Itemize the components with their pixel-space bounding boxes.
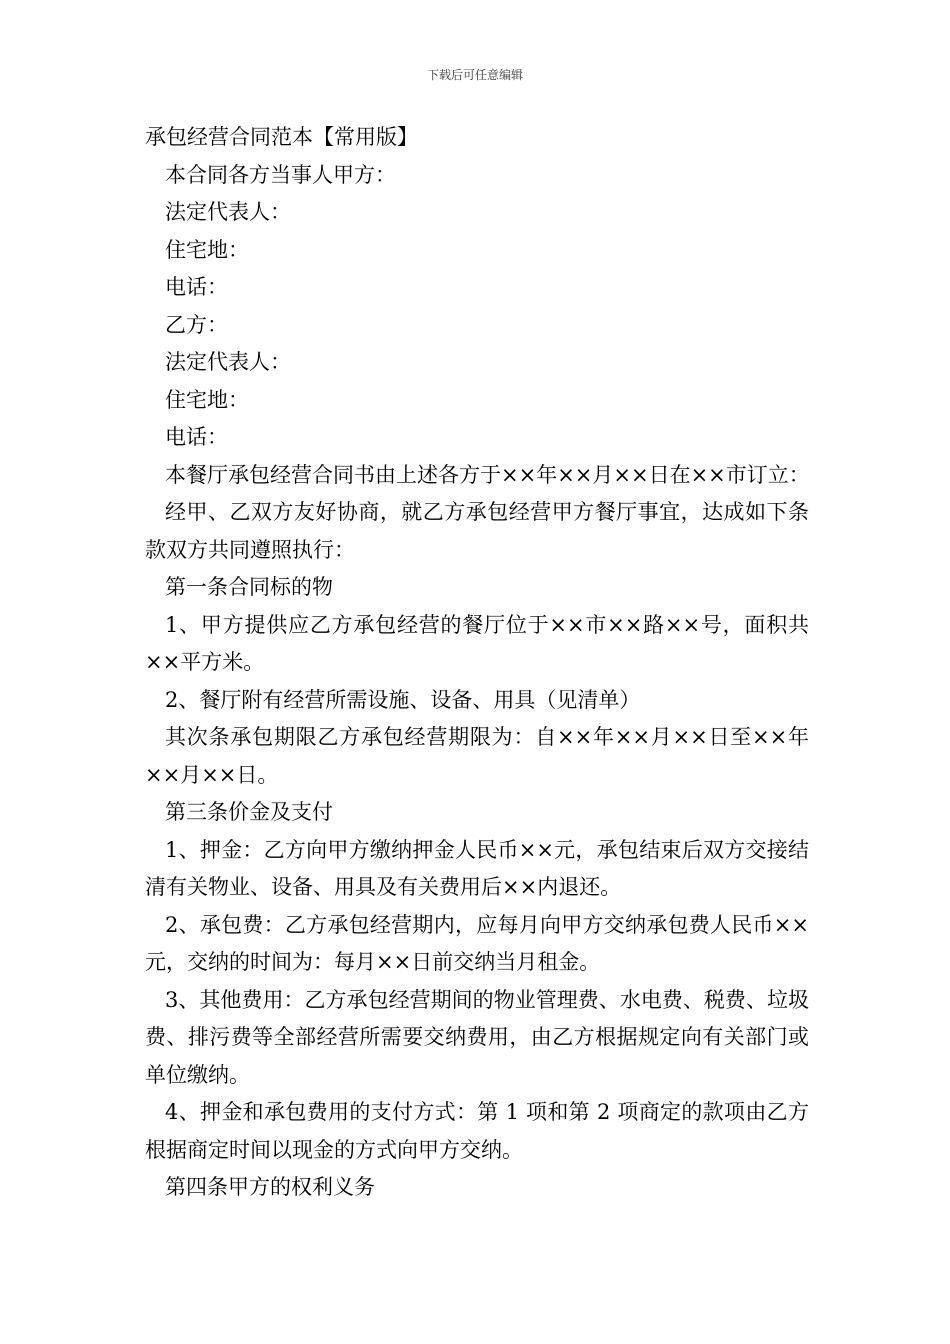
party-b-phone: 电话：: [165, 425, 228, 449]
party-b-label: 乙方：: [165, 312, 228, 337]
article-1-heading: 第一条合同标的物: [165, 575, 333, 599]
article-3-item-4: 4、押金和承包费用的支付方式：第 1 项和第 2 项商定的款项由乙方根据商定时间以现金的方式向甲方交纳。: [145, 1100, 809, 1162]
page-header-note: 下载后可任意编辑: [426, 68, 523, 82]
article-3-item-2: 2、承包费：乙方承包经营期内，应每月向甲方交纳承包费人民币××元，交纳的时间为：每月××日前交纳当月租金。: [145, 912, 809, 974]
party-a-address: 住宅地：: [165, 237, 249, 262]
party-b-address: 住宅地：: [165, 387, 249, 412]
intro-paragraph-1: 本餐厅承包经营合同书由上述各方于××年××月××日在××市订立：: [165, 462, 810, 487]
article-3-item-3: 3、其他费用：乙方承包经营期间的物业管理费、水电费、税费、垃圾费、排污费等全部经营所需要交纳费用，由乙方根据规定向有关部门或单位缴纳。: [145, 987, 809, 1087]
article-1-item-1: 1、甲方提供应乙方承包经营的餐厅位于××市××路××号，面积共××平方米。: [145, 612, 809, 674]
party-a-legal-rep: 法定代表人：: [165, 200, 291, 224]
document-title: 承包经营合同范本【常用版】: [145, 125, 418, 149]
party-b-legal-rep: 法定代表人：: [165, 350, 291, 374]
party-a-phone: 电话：: [165, 275, 228, 299]
document-body: [145, 119, 809, 1207]
article-3-heading: 第三条价金及支付: [165, 800, 333, 824]
party-intro: 本合同各方当事人甲方：: [165, 162, 396, 187]
article-4-heading: 第四条甲方的权利义务: [165, 1175, 375, 1199]
article-3-item-1: 1、押金：乙方向甲方缴纳押金人民币××元，承包结束后双方交接结清有关物业、设备、用具及有关费用后××内退还。: [145, 837, 809, 899]
intro-paragraph-2: 经甲、乙双方友好协商，就乙方承包经营甲方餐厅事宜，达成如下条款双方共同遵照执行：: [145, 500, 809, 562]
article-2-text: 其次条承包期限乙方承包经营期限为：自××年××月××日至××年××月××日。: [145, 725, 809, 787]
article-1-item-2: 2、餐厅附有经营所需设施、设备、用具（见清单）: [165, 687, 641, 712]
